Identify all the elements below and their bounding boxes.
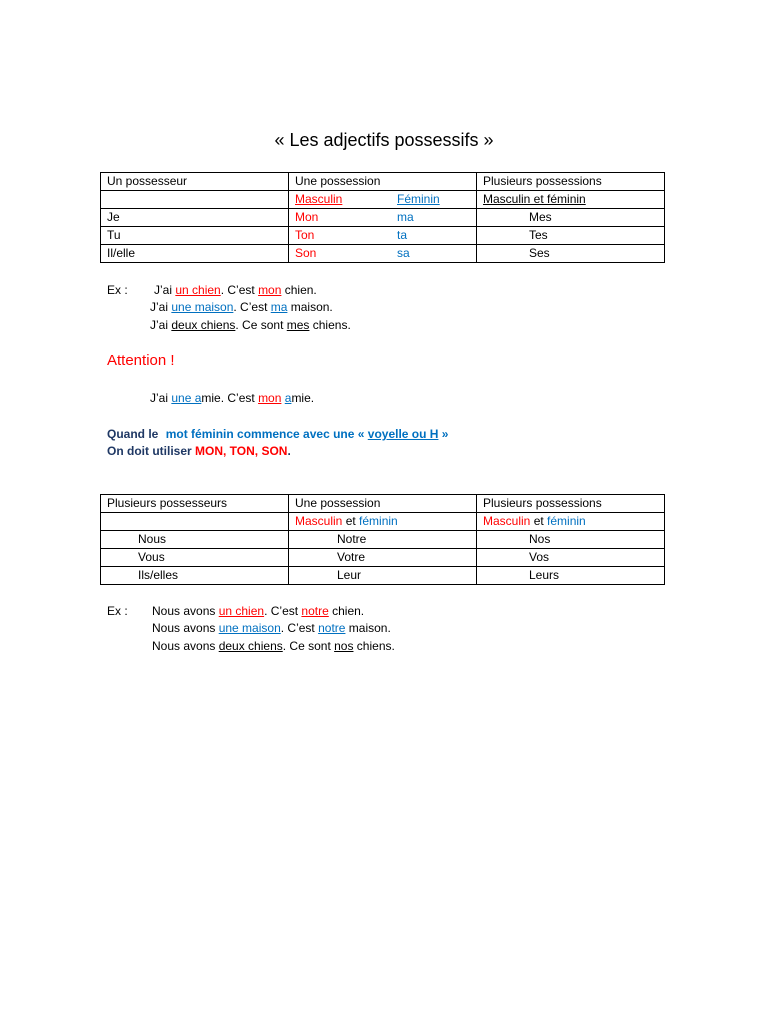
text: On doit utiliser — [107, 444, 196, 458]
noun-phrase: un chien — [175, 283, 221, 297]
masculin-label: Masculin — [483, 514, 531, 528]
fem-form: ma — [397, 210, 414, 224]
example-line — [150, 300, 333, 314]
text: mie. — [291, 391, 315, 405]
table-cell: Il/elle — [101, 245, 289, 263]
table-subheader-row — [101, 513, 665, 531]
text: J’ai — [150, 318, 172, 332]
fem-form: ta — [397, 228, 408, 242]
text: chiens. — [309, 318, 351, 332]
text: . — [287, 444, 291, 458]
text: . C’est — [220, 283, 259, 297]
table-cell: Leurs — [477, 567, 665, 585]
table-header-cell: Un possesseur — [101, 173, 289, 191]
table-cell — [477, 513, 665, 531]
example-label: Ex : — [107, 604, 128, 618]
table-row — [101, 245, 665, 263]
table-cell — [289, 513, 477, 531]
text: Nous avons — [152, 604, 219, 618]
masc-form: Ton — [295, 228, 315, 242]
text: mie. C’est — [201, 391, 259, 405]
text: J’ai — [150, 391, 172, 405]
possessive: nos — [334, 639, 354, 653]
masc-form: Mon — [295, 210, 319, 224]
table-cell: Ses — [477, 245, 665, 263]
table-cell: Votre — [289, 549, 477, 567]
table-cell — [289, 209, 477, 227]
example-line — [152, 604, 364, 618]
attention-heading: Attention ! — [107, 352, 175, 369]
text: Nous avons — [152, 621, 219, 635]
table-cell: Vous — [101, 549, 289, 567]
rule-line — [107, 444, 291, 458]
table-header-cell: Plusieurs possessions — [477, 495, 665, 513]
table-row — [101, 227, 665, 245]
text: J’ai — [150, 300, 172, 314]
text: J’ai — [154, 283, 176, 297]
table-header-row — [101, 495, 665, 513]
example-line — [152, 639, 395, 653]
table-row — [101, 209, 665, 227]
table-header-cell: Plusieurs possesseurs — [101, 495, 289, 513]
table-cell: Tu — [101, 227, 289, 245]
possessive: ma — [270, 300, 288, 314]
table-header-row — [101, 173, 665, 191]
feminin-label: féminin — [547, 514, 586, 528]
text: . C’est — [264, 604, 302, 618]
possessive: mon — [258, 391, 282, 405]
table-header-cell: Une possession — [289, 173, 477, 191]
text: mot féminin commence avec une « — [165, 427, 368, 441]
text: . Ce sont — [235, 318, 287, 332]
text: chiens. — [353, 639, 395, 653]
attention-example — [150, 391, 314, 405]
text: MON, TON, SON — [195, 444, 288, 458]
table-cell — [289, 245, 477, 263]
table-cell: Leur — [289, 567, 477, 585]
possessive: mes — [286, 318, 310, 332]
text: . Ce sont — [282, 639, 335, 653]
table-cell: Tes — [477, 227, 665, 245]
feminin-label: Féminin — [397, 192, 440, 206]
possessive: mon — [258, 283, 282, 297]
table-cell: Notre — [289, 531, 477, 549]
rule-line — [107, 427, 448, 441]
example-line — [154, 283, 317, 297]
table-row — [101, 531, 665, 549]
text: chien. — [328, 604, 365, 618]
example-line — [150, 318, 351, 332]
table-cell: Vos — [477, 549, 665, 567]
text: maison. — [345, 621, 391, 635]
text: » — [438, 427, 449, 441]
text: maison. — [287, 300, 333, 314]
table-row — [101, 549, 665, 567]
noun-phrase: une a — [171, 391, 202, 405]
vowel: a — [284, 391, 292, 405]
masculin-label: Masculin — [295, 514, 343, 528]
noun-phrase: une maison — [171, 300, 234, 314]
fem-form: sa — [397, 246, 410, 260]
table-cell — [477, 191, 665, 209]
noun-phrase: une maison — [218, 621, 281, 635]
table-row — [101, 567, 665, 585]
text: . C’est — [280, 621, 319, 635]
possessive: notre — [301, 604, 329, 618]
table-cell — [289, 227, 477, 245]
plural-label: Masculin et féminin — [483, 192, 586, 206]
text: et — [530, 514, 548, 528]
possessives-table-several-possessors — [100, 494, 665, 585]
text: et — [342, 514, 360, 528]
table-cell — [101, 191, 289, 209]
noun-phrase: deux chiens — [171, 318, 236, 332]
table-cell — [289, 191, 477, 209]
feminin-label: féminin — [359, 514, 398, 528]
text: Nous avons — [152, 639, 219, 653]
table-header-cell: Une possession — [289, 495, 477, 513]
table-subheader-row — [101, 191, 665, 209]
table-cell: Ils/elles — [101, 567, 289, 585]
possessives-table-one-possessor — [100, 172, 665, 263]
example-line — [152, 621, 391, 635]
masculin-label: Masculin — [295, 192, 343, 206]
noun-phrase: deux chiens — [218, 639, 283, 653]
masc-form: Son — [295, 246, 317, 260]
text: voyelle ou H — [367, 427, 439, 441]
text: chien. — [281, 283, 317, 297]
noun-phrase: un chien — [218, 604, 265, 618]
text: . C’est — [233, 300, 271, 314]
page-title: « Les adjectifs possessifs » — [274, 130, 494, 150]
example-label: Ex : — [107, 283, 128, 297]
table-cell: Nous — [101, 531, 289, 549]
table-cell: Nos — [477, 531, 665, 549]
text: Quand le — [107, 427, 162, 441]
possessive: notre — [318, 621, 346, 635]
table-cell: Je — [101, 209, 289, 227]
table-header-cell: Plusieurs possessions — [477, 173, 665, 191]
table-cell: Mes — [477, 209, 665, 227]
table-cell — [101, 513, 289, 531]
